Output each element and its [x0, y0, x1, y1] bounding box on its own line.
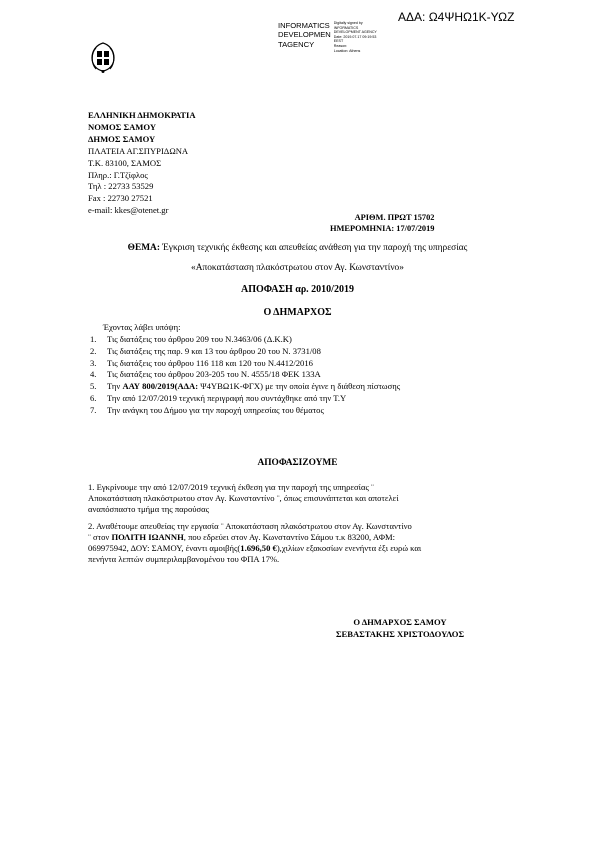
- subject-label: ΘΕΜΑ:: [127, 243, 160, 253]
- country-name: ΕΛΛΗΝΙΚΗ ΔΗΜΟΚΡΑΤΙΑ: [88, 110, 196, 120]
- stamp-main-line: DEVELOPMEN: [278, 30, 331, 40]
- list-item: 1. Τις διατάξεις του άρθρου 209 του Ν.3463/06 (Δ.Κ.Κ): [90, 334, 292, 344]
- decide-heading: ΑΠΟΦΑΣΙΖΟΥΜΕ: [257, 458, 338, 468]
- decision-title: ΑΠΟΦΑΣΗ αρ. 2010/2019: [241, 284, 354, 295]
- body-line: 1. Εγκρίνουμε την από 12/07/2019 τεχνική έκθεση για την παροχή της υπηρεσίας ¨: [88, 482, 374, 492]
- protocol-block: [330, 212, 434, 234]
- contact-person: Πληρ.: Γ.Τζίφλος: [88, 169, 148, 180]
- amount: 1.696,50 €: [240, 543, 277, 553]
- stamp-detail-line: Date: 2019.07.17 09:19:53: [333, 34, 377, 39]
- stamp-detail-line: EEST: [333, 39, 344, 44]
- stamp-detail-line: Digitally signed by: [333, 21, 363, 25]
- greek-coat-of-arms-icon: [87, 40, 119, 74]
- prefecture-name: ΝΟΜΟΣ ΣΑΜΟΥ: [88, 121, 157, 132]
- signatory-name: ΣΕΒΑΣΤΑΚΗΣ ΧΡΙΣΤΟΔΟΥΛΟΣ: [335, 629, 465, 639]
- stamp-detail-line: INFORMATICS: [333, 25, 359, 30]
- list-item: 5. Την ΑΑΥ 800/2019(ΑΔΑ: Ψ4ΥΒΩ1Κ-ΦΓΧ) με την οποία έγινε η διάθεση πίστωσης: [90, 381, 401, 392]
- contractor-name: ΠΟΛΙΤΗ ΙΩΑΝΝΗ: [111, 532, 184, 542]
- stamp-main-text: [278, 21, 331, 53]
- signature-block: [330, 616, 470, 640]
- protocol-number: ΑΡΙΘΜ. ΠΡΩΤ 15702: [354, 213, 435, 222]
- postal-code-line: Τ.Κ. 83100, ΣΑΜΟΣ: [88, 157, 162, 168]
- stamp-detail-line: DEVELOPMENT AGENCY: [333, 30, 377, 35]
- protocol-date: ΗΜΕΡΟΜΗΝΙΑ: 17/07/2019: [330, 224, 435, 233]
- list-item: 4. Τις διατάξεις του άρθρου 203-205 του Ν. 4555/18 ΦΕΚ 133Α: [90, 369, 321, 380]
- signatory-title: Ο ΔΗΜΑΡΧΟΣ ΣΑΜΟΥ: [353, 617, 447, 627]
- decision-body: [88, 482, 421, 565]
- body-line: αναπόσπαστο τμήμα της παρούσας: [88, 504, 210, 514]
- body-line: Αποκατάσταση πλακόστρωτου στον Αγ. Κωνσταντίνο ¨, όπως επισυνάπτεται και αποτελεί: [88, 493, 399, 503]
- list-item: 3. Τις διατάξεις του άρθρου 116 118 και 120 του Ν.4412/2016: [90, 357, 313, 368]
- stamp-main-line: TAGENCY: [278, 39, 315, 49]
- stamp-detail-line: Location: Athens: [333, 48, 361, 53]
- stamp-detail-line: Reason:: [333, 43, 348, 48]
- phone-line: Τηλ : 22733 53529: [88, 181, 154, 192]
- subject-line: [0, 243, 595, 253]
- mayor-heading: Ο ΔΗΜΑΡΧΟΣ: [263, 307, 332, 318]
- subject-text: Έγκριση τεχνικής έκθεσης και απευθείας ανάθεση για την παροχή της υπηρεσίας: [159, 243, 468, 253]
- digital-signature-stamp: [278, 21, 377, 53]
- municipality-name: ΔΗΜΟΣ ΣΑΜΟΥ: [88, 133, 156, 144]
- sender-block: [88, 110, 196, 217]
- subject-title: «Αποκατάσταση πλακόστρωτου στον Αγ. Κωνσταντίνο»: [191, 263, 404, 273]
- body-line: 2. Αναθέτουμε απευθείας την εργασία ¨ Αποκατάσταση πλακόστρωτου στον Αγ. Κωνσταντίνο: [88, 521, 412, 531]
- body-line: πενήντα λεπτών συμπεριλαμβανομένου του ΦΠΑ 17%.: [88, 554, 280, 564]
- considering-label: Έχοντας λάβει υπόψη:: [103, 322, 181, 332]
- stamp-main-line: INFORMATICS: [278, 21, 330, 30]
- list-item: 7. Την ανάγκη του Δήμου για την παροχή υπηρεσίας του θέματος: [90, 404, 324, 415]
- fax-line: Fax : 22730 27521: [88, 193, 153, 204]
- body-line: ¨ στον ΠΟΛΙΤΗ ΙΩΑΝΝΗ, που εδρεύει στον Αγ. Κωνσταντίνο Σάμου τ.κ 83200, ΑΦΜ:: [88, 532, 396, 542]
- email-line: e-mail: kkes@otenet.gr: [88, 205, 169, 216]
- address-line: ΠΛΑΤΕΙΑ ΑΓ.ΣΠΥΡΙΔΩΝΑ: [88, 145, 189, 156]
- ada-code: ΑΔΑ: Ω4ΨΗΩ1Κ-ΥΩΖ: [398, 10, 515, 24]
- list-item: 6. Την από 12/07/2019 τεχνική περιγραφή που συντάχθηκε από την Τ.Υ: [90, 392, 347, 403]
- considerations-list: [90, 334, 400, 417]
- list-item: 2. Τις διατάξεις της παρ. 9 και 13 του άρθρου 20 του Ν. 3731/08: [90, 345, 321, 356]
- stamp-detail-text: [334, 21, 377, 53]
- body-line: 069975942, ΔΟΥ: ΣΑΜΟΥ, έναντι αμοιβής(1.696,50 €),χιλίων εξακοσίων ενενήντα έξι ευρώ και: [88, 543, 422, 553]
